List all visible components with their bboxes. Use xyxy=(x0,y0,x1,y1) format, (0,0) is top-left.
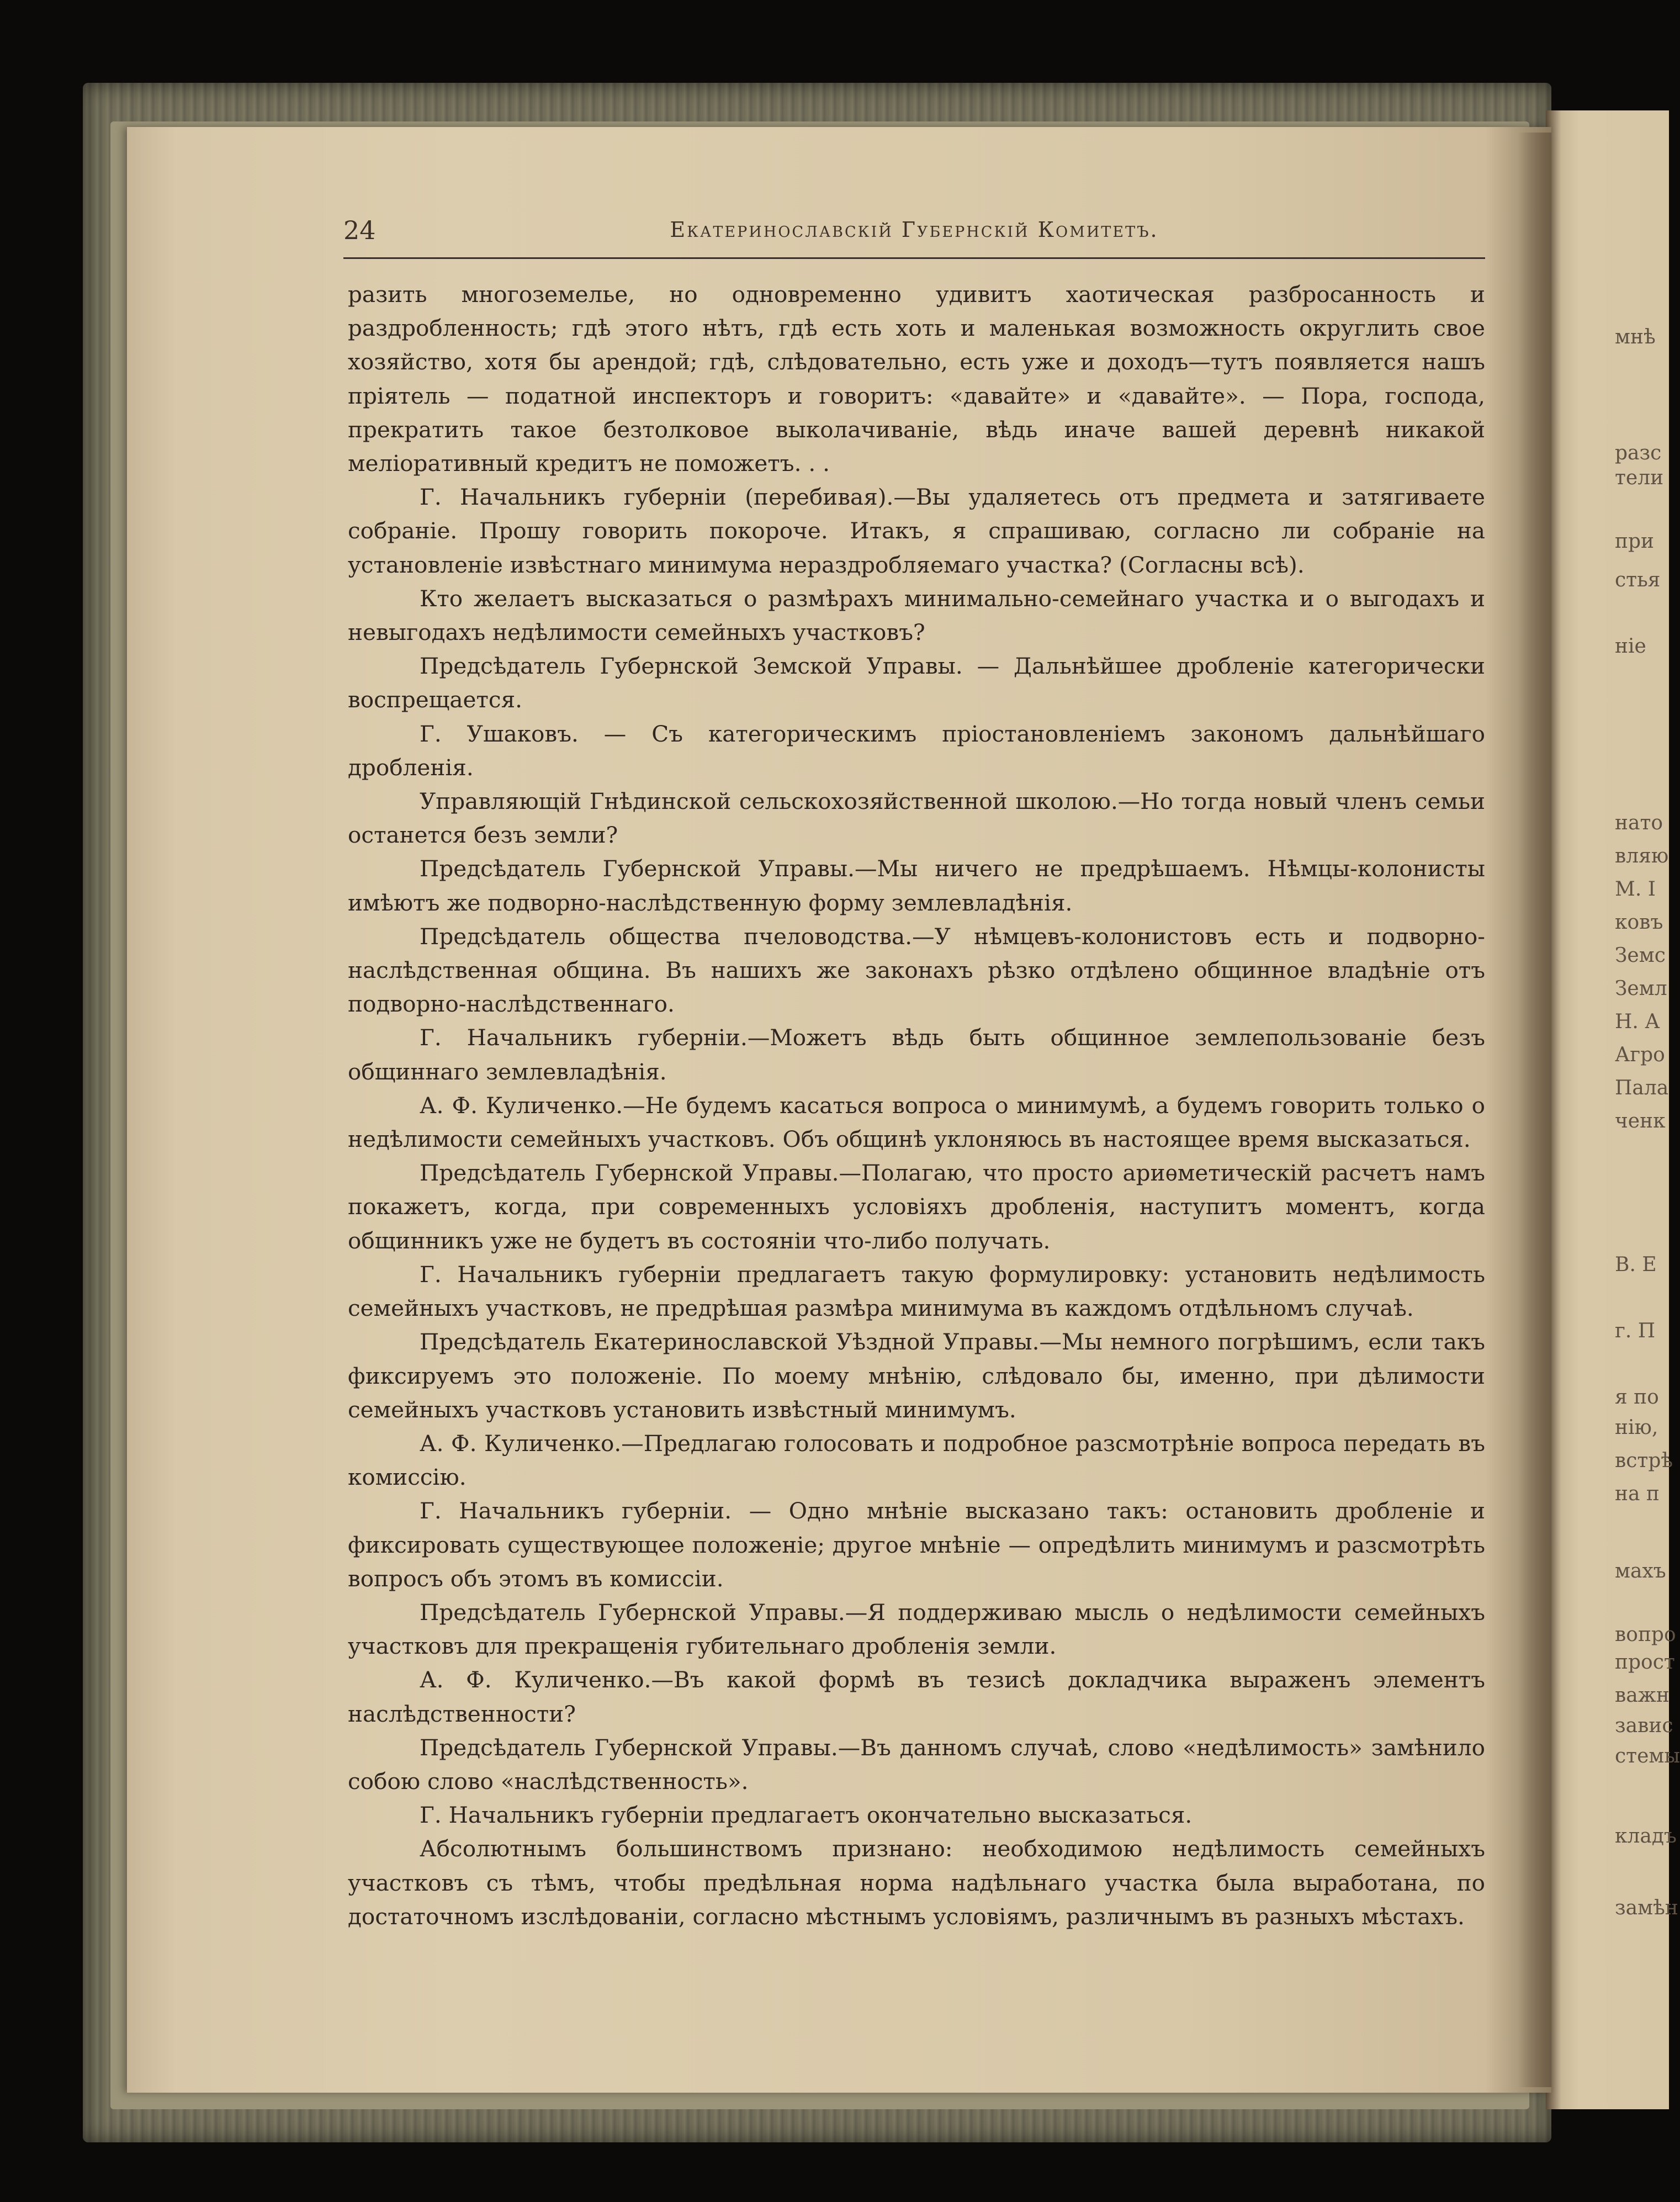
paragraph: Предсѣдатель общества пчеловодства.—У нѣмцевъ-колонистовъ есть и подворно-наслѣдственная община. Въ нашихъ же законахъ рѣзко отдѣлено общинное владѣніе отъ подворно-наслѣдственнаго. xyxy=(348,923,1485,1018)
facing-page-fragment: Агро xyxy=(1615,1044,1665,1066)
facing-page-fragment: на п xyxy=(1615,1483,1660,1505)
paragraph: Предсѣдатель Губернской Управы.—Я поддерживаю мысль о недѣлимости семейныхъ участковъ для прекращенія губительнаго дробленія земли. xyxy=(348,1598,1485,1660)
facing-page-fragment: махъ xyxy=(1615,1560,1666,1582)
facing-page-fragment: я по xyxy=(1615,1386,1659,1409)
paragraph: Г. Начальникъ губерніи предлагаетъ такую формулировку: установить недѣлимость семейныхъ участковъ, не предрѣшая размѣра минимума въ каждомъ отдѣльномъ случаѣ. xyxy=(348,1261,1485,1322)
body-text xyxy=(348,278,1485,1934)
facing-page-fragment: встрѣ xyxy=(1615,1449,1673,1472)
facing-page-fragment: разс xyxy=(1615,442,1662,464)
facing-page-fragment: тели xyxy=(1615,467,1664,489)
facing-page-fragment: ковъ xyxy=(1615,911,1663,934)
facing-page-fragment: г. П xyxy=(1615,1320,1656,1342)
paragraph: Предсѣдатель Губернской Управы.—Полагаю, что просто ариѳметическій расчетъ намъ покажетъ, когда, при современныхъ условіяхъ дробленія, наступитъ моментъ, когда общинникъ уже не будетъ въ состояніи что-либо получать. xyxy=(348,1160,1485,1254)
facing-page-fragment: при xyxy=(1615,530,1655,553)
paragraph: Абсолютнымъ большинствомъ признано: необходимою недѣлимость семейныхъ участковъ съ тѣмъ, чтобы предѣльная норма надѣльнаго участка была выработана, по достаточномъ изслѣдованіи, согласно мѣстнымъ условіямъ, различнымъ въ разныхъ мѣстахъ. xyxy=(348,1835,1485,1930)
facing-page-fragment: стья xyxy=(1615,569,1661,591)
paragraph: Г. Начальникъ губерніи предлагаетъ окончательно высказаться. xyxy=(420,1802,1193,1829)
page-number: 24 xyxy=(343,215,376,245)
facing-page-fragment: важн xyxy=(1615,1684,1670,1707)
paragraph: Предсѣдатель Екатеринославской Уѣздной Управы.—Мы немного погрѣшимъ, если такъ фиксируемъ это положеніе. По моему мнѣнію, слѣдовало бы, именно, при дѣлимости семейныхъ участковъ установить извѣстный минимумъ. xyxy=(348,1328,1485,1423)
paragraph: Кто желаетъ высказаться о размѣрахъ минимально-семейнаго участка и о выгодахъ и невыгодахъ недѣлимости семейныхъ участковъ? xyxy=(348,585,1485,646)
facing-page-fragment: прост xyxy=(1615,1651,1675,1674)
paragraph: Г. Начальникъ губерніи. — Одно мнѣніе высказано такъ: остановить дробленіе и фиксировать существующее положеніе; другое мнѣніе — опредѣлить минимумъ и разсмотрѣть вопросъ объ этомъ въ комиссіи. xyxy=(348,1497,1485,1592)
facing-page-fragment: вопро xyxy=(1615,1623,1676,1646)
paragraph: Управляющій Гнѣдинской сельскохозяйственной школою.—Но тогда новый членъ семьи останется безъ земли? xyxy=(348,788,1485,849)
paragraph: Предсѣдатель Губернской Земской Управы. — Дальнѣйшее дробленіе категорически воспрещается. xyxy=(348,653,1485,713)
paragraph: Г. Начальникъ губерніи.—Можетъ вѣдь быть общинное землепользованіе безъ общиннаго землевладѣнія. xyxy=(348,1024,1485,1085)
paragraph: А. Ф. Куличенко.—Въ какой формѣ въ тезисѣ докладчика выраженъ элементъ наслѣдственности? xyxy=(348,1666,1485,1727)
paragraph: А. Ф. Куличенко.—Не будемъ касаться вопроса о минимумѣ, а будемъ говорить только о недѣлимости семейныхъ участковъ. Объ общинѣ уклоняюсь въ настоящее время высказаться. xyxy=(348,1092,1485,1153)
page-gutter-shadow xyxy=(1518,133,1551,2087)
facing-page-fragment: нато xyxy=(1615,812,1663,834)
facing-page-fragment: Земс xyxy=(1615,944,1666,967)
paragraph: Предсѣдатель Губернской Управы.—Мы ничего не предрѣшаемъ. Нѣмцы-колонисты имѣютъ же подворно-наслѣдственную форму землевладѣнія. xyxy=(348,855,1485,916)
facing-page-fragment: стемы xyxy=(1615,1745,1680,1767)
running-head: Екатеринославскій Губернскій Комитетъ. xyxy=(670,218,1159,242)
header-rule xyxy=(343,257,1485,259)
facing-page-fragment: нію, xyxy=(1615,1416,1658,1439)
facing-page-fragment: замѣн xyxy=(1615,1897,1678,1919)
facing-page-fragment: ніе xyxy=(1615,635,1646,658)
facing-page-fragment: В. Е xyxy=(1615,1253,1657,1276)
facing-page-fragment: завис xyxy=(1615,1714,1673,1737)
paragraph: Г. Начальникъ губерніи (перебивая).—Вы удаляетесь отъ предмета и затягиваете собраніе. Прошу говорить покороче. Итакъ, я спрашиваю, согласно ли собраніе на установленіе извѣстнаго минимума нераздробляемаго участка? (Согласны всѣ). xyxy=(348,484,1485,578)
facing-page-fragment: Земл xyxy=(1615,977,1667,1000)
paragraph: разить многоземелье, но одновременно удивитъ хаотическая разбросанность и раздробленность; гдѣ этого нѣтъ, гдѣ есть хоть и маленькая возможность округлить свое хозяйство, хотя бы арендой; гдѣ, слѣдовательно, есть уже и доходъ—тутъ появляется нашъ пріятель — податной инспекторъ и говоритъ: «давайте» и «давайте». — Пора, господа, прекратить такое безтолковое выколачиваніе, вѣдь иначе вашей деревнѣ никакой меліоративный кредитъ не поможетъ. . . xyxy=(348,281,1485,477)
paragraph: Г. Ушаковъ. — Съ категорическимъ пріостановленіемъ закономъ дальнѣйшаго дробленія. xyxy=(348,720,1485,781)
facing-page-fragment: ченк xyxy=(1615,1110,1666,1132)
facing-page-fragment: Пала xyxy=(1615,1077,1669,1099)
paragraph: А. Ф. Куличенко.—Предлагаю голосовать и подробное разсмотрѣніе вопроса передать въ комиссію. xyxy=(348,1430,1485,1491)
facing-page-fragment: вляю xyxy=(1615,845,1669,867)
facing-page-fragment: мнѣ xyxy=(1615,326,1656,348)
paragraph: Предсѣдатель Губернской Управы.—Въ данномъ случаѣ, слово «недѣлимость» замѣнило собою слово «наслѣдственность». xyxy=(348,1734,1485,1795)
facing-page-fragment: кладъ xyxy=(1615,1825,1677,1848)
facing-page-fragment: М. І xyxy=(1615,878,1656,901)
page-header xyxy=(343,215,1485,260)
facing-page-fragment: Н. А xyxy=(1615,1010,1660,1033)
